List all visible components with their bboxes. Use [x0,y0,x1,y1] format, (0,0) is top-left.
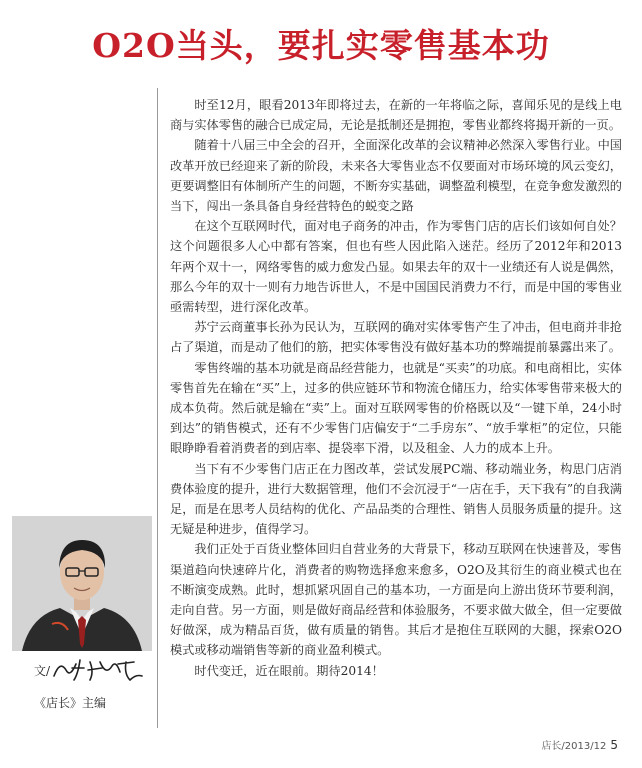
author-photo [12,516,152,651]
article-title: O2O当头，要扎实零售基本功 [92,26,550,65]
paragraph: 苏宁云商董事长孙为民认为，互联网的确对实体零售产生了冲击，但电商并非抢占了渠道，而是动了他们的筋，把实体零售没有做好基本功的弊端提前暴露出来了。 [170,320,622,355]
paragraph: 时至12月，眼看2013年即将过去，在新的一年将临之际，喜闻乐见的是线上电商与实体零售的融合已成定局，无论是抵制还是拥抱，零售业都终将揭开新的一页。 [170,98,622,133]
paragraph: 随着十八届三中全会的召开，全面深化改革的会议精神必然深入零售行业。中国改革开放已经迎来了新的阶段，未来各大零售业态不仅要面对市场环境的风云变幻，更要调整旧有体制所产生的问题，不断夯实基础，调整盈利模型，在竞争愈发激烈的当下，闯出一条具备自身经营特色的蜕变之路 [170,138,622,214]
author-signature-row [34,656,164,686]
paragraph: 时代变迁，近在眼前。期待2014！ [194,663,384,678]
page-footer [541,737,618,752]
paragraph: 零售终端的基本功就是商品经营能力，也就是“买卖”的功底。和电商相比，实体零售首先在输在“买”上，过多的供应链环节和物流仓储压力，给实体零售带来极大的成本负荷。然后就是输在“卖”上。面对互联网零售的价格既以及“一键下单，24小时到达”的销售模式，还有不少零售门店偏安于“二手房东”、“放手掌柜”的定位，只能眼睁睁看着消费者的到店率、提袋率下滑，以及租金、人力的成本上升。 [170,360,622,456]
handwritten-signature [50,656,150,684]
byline-prefix: 文/ [34,664,51,678]
author-portrait-image [12,516,152,651]
column-divider [157,88,158,728]
paragraph: 在这个互联网时代，面对电子商务的冲击，作为零售门店的店长们该如何自处？这个问题很多人心中都有答案，但也有些人因此陷入迷茫。经历了2012年和2013年两个双十一，网络零售的威力愈发凸显。如果去年的双十一业绩还有人说是偶然，那么今年的双十一则有力地告诉世人，不是中国国民消费力不行，而是中国的零售业亟需转型，进行深化改革。 [170,219,622,315]
page-number: 5 [610,738,618,752]
paragraph: 当下有不少零售门店正在力图改革，尝试发展PC端、移动端业务，构思门店消费体验度的提升，进行大数据管理，他们不会沉浸于“一店在手，天下我有”的自我满足，而是在思考人员结构的优化、产品品类的合理性、销售人员服务质量的提升。这无疑是种进步，值得学习。 [170,461,622,537]
article-body [170,95,622,681]
magazine-issue: 店长/2013/12 [541,741,607,752]
author-role: 《店长》主编 [34,696,107,710]
paragraph: 我们正处于百货业整体回归自营业务的大背景下，移动互联网在快速普及，零售渠道趋向快速碎片化，消费者的购物选择愈来愈多，O2O及其衍生的商业模式也在不断演变成熟。此时，想抓紧巩固自己的基本功，一方面是向上游出货环节要利润，走向自营。另一方面，则是做好商品经营和体验服务，不要求做大做全，但一定要做好做深，成为精品百货，做有质量的销售。其后才是抱住互联网的大腿，探索O2O模式或移动端销售等新的商业盈利模式。 [170,542,622,658]
